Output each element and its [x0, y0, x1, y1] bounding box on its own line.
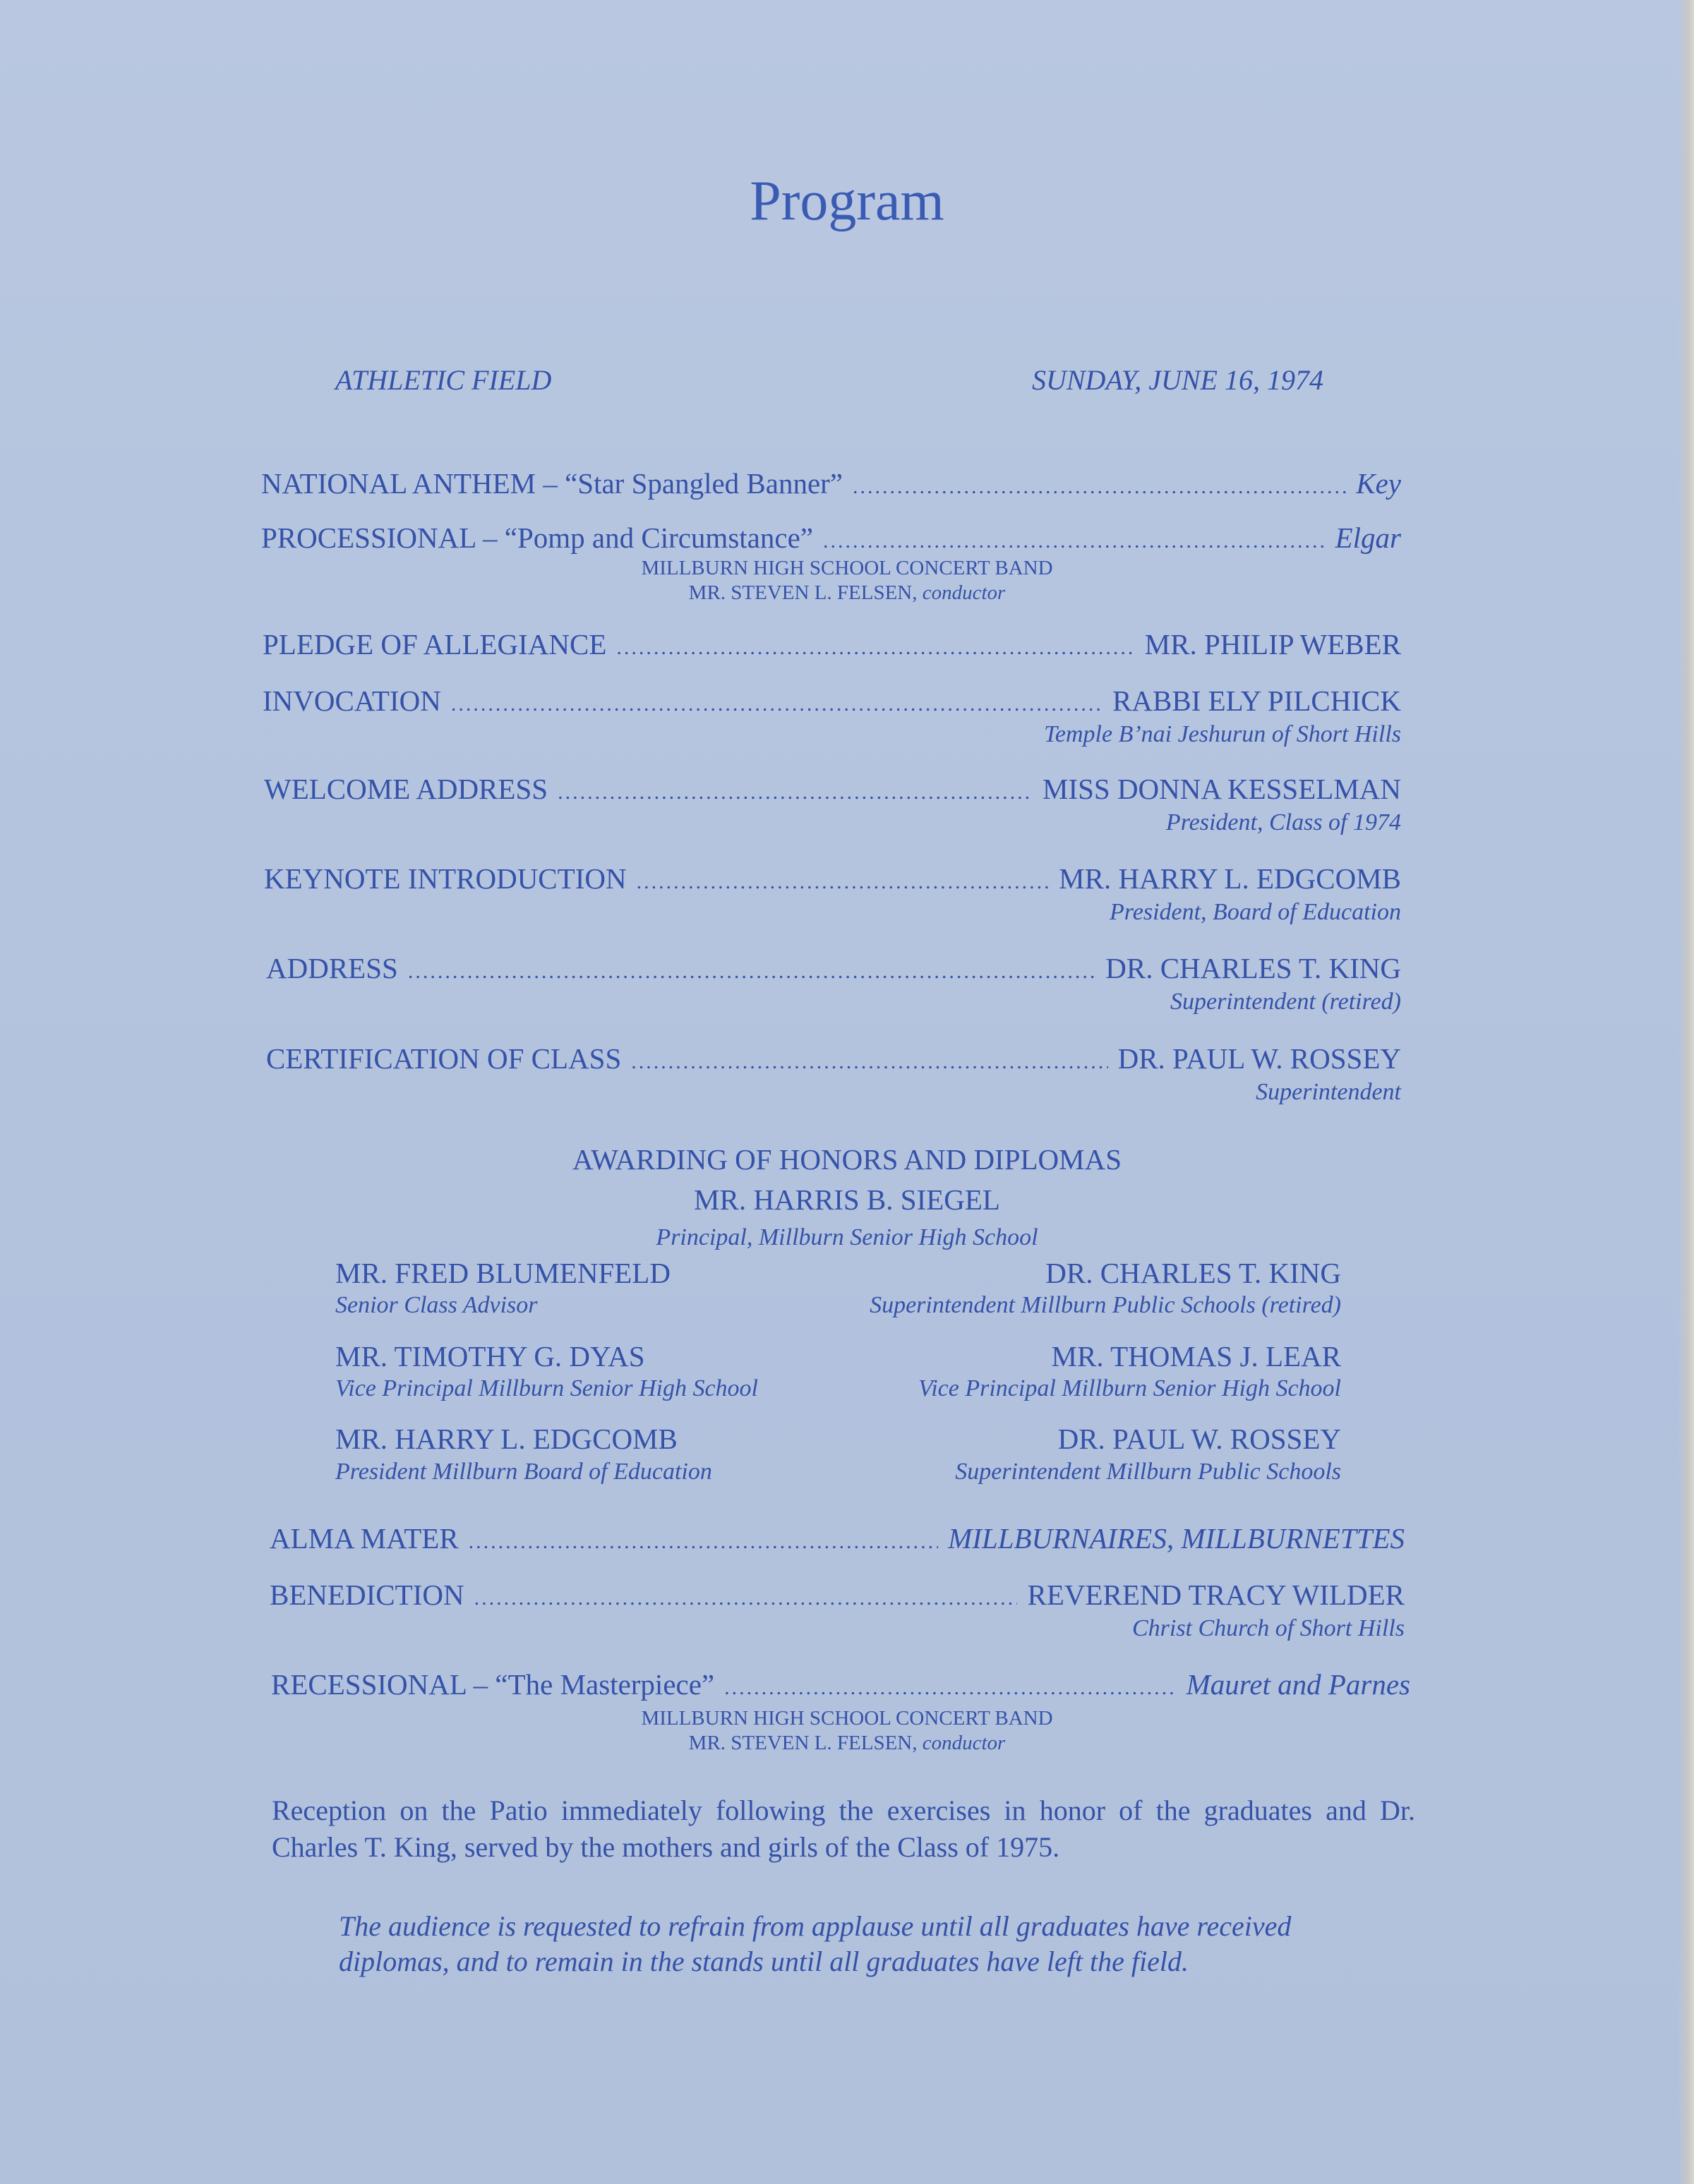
item-speaker: MR. HARRY L. EDGCOMB	[1059, 862, 1401, 895]
program-item-welcome	[264, 775, 1401, 835]
program-item-national-anthem	[261, 469, 1401, 498]
page-title: Program	[750, 170, 944, 232]
program-item-benediction	[270, 1581, 1405, 1641]
leader-dots	[724, 1677, 1177, 1699]
leader-dots	[616, 637, 1134, 658]
participant-role: Superintendent Millburn Public Schools	[955, 1458, 1341, 1485]
item-label: NATIONAL ANTHEM – “Star Spangled Banner”	[261, 467, 843, 500]
item-speaker: DR. CHARLES T. KING	[1105, 952, 1401, 984]
item-label: PLEDGE OF ALLEGIANCE	[263, 628, 607, 660]
leader-dots	[637, 871, 1050, 893]
leader-dots	[474, 1588, 1018, 1609]
program-item-processional	[261, 521, 1401, 554]
item-speaker-title: Christ Church of Short Hills	[1131, 1615, 1405, 1641]
item-label: CERTIFICATION OF CLASS	[266, 1042, 622, 1075]
participant-role: Vice Principal Millburn Senior High School	[918, 1375, 1341, 1401]
participants-row	[335, 1256, 1341, 1321]
item-speaker: MR. PHILIP WEBER	[1144, 628, 1401, 660]
leader-dots	[469, 1531, 938, 1552]
conductor-name: MR. STEVEN L. FELSEN,	[688, 1732, 918, 1755]
leader-dots	[823, 531, 1326, 552]
awards-section	[0, 1140, 1694, 1254]
participant-role: Senior Class Advisor	[335, 1292, 538, 1319]
band-name: MILLBURN HIGH SCHOOL CONCERT BAND	[641, 1707, 1053, 1730]
participant-name: DR. PAUL W. ROSSEY	[1057, 1423, 1341, 1456]
conductor-role: conductor	[922, 1732, 1006, 1755]
participant	[335, 1422, 712, 1487]
item-speaker: MISS DONNA KESSELMAN	[1042, 773, 1401, 805]
conductor-role: conductor	[922, 581, 1006, 605]
program-item-recessional	[271, 1670, 1410, 1699]
participant-role: Superintendent Millburn Public Schools (retired)	[870, 1292, 1341, 1319]
item-label: KEYNOTE INTRODUCTION	[264, 862, 627, 895]
participant	[870, 1256, 1341, 1321]
conductor-name: MR. STEVEN L. FELSEN,	[688, 581, 918, 605]
venue-date-row	[335, 363, 1323, 397]
band-name: MILLBURN HIGH SCHOOL CONCERT BAND	[641, 557, 1053, 579]
item-label: ALMA MATER	[270, 1522, 459, 1555]
paper-edge	[1678, 0, 1694, 2184]
participant	[335, 1256, 671, 1321]
date: SUNDAY, JUNE 16, 1974	[1031, 364, 1323, 396]
item-speaker-title: Superintendent	[1256, 1079, 1401, 1105]
item-composer: Elgar	[1335, 521, 1401, 554]
venue: ATHLETIC FIELD	[335, 364, 552, 396]
participant-name: MR. THOMAS J. LEAR	[1051, 1339, 1341, 1372]
program-item-address	[266, 954, 1401, 1014]
awards-heading: AWARDING OF HONORS AND DIPLOMAS	[572, 1143, 1122, 1176]
participant	[335, 1339, 758, 1404]
item-speaker: REVEREND TRACY WILDER	[1027, 1579, 1405, 1611]
program-item-invocation	[263, 684, 1401, 747]
program-item-pledge	[263, 630, 1401, 659]
program-item-certification	[266, 1044, 1401, 1104]
leader-dots	[408, 961, 1095, 982]
item-composer: Mauret and Parnes	[1186, 1668, 1410, 1701]
participants-row	[335, 1339, 1341, 1404]
participant-name: MR. TIMOTHY G. DYAS	[335, 1339, 645, 1372]
audience-note: The audience is requested to refrain from applause until all graduates have received diplomas, and to remain in the stands until all graduates have left the field.	[339, 1910, 1292, 1977]
awards-presenter-role: Principal, Millburn Senior High School	[656, 1224, 1038, 1250]
item-composer: Key	[1356, 467, 1401, 500]
participants-row	[335, 1422, 1341, 1487]
reception-paragraph: Reception on the Patio immediately following the exercises in honor of the graduates and Dr. Charles T. King, served by the mothers and girls of the Class of 1975.	[272, 1794, 1415, 1863]
participant	[918, 1339, 1341, 1404]
leader-dots	[853, 476, 1346, 497]
participant-name: MR. HARRY L. EDGCOMB	[335, 1423, 678, 1456]
processional-band-credit	[0, 556, 1694, 606]
program-item-alma-mater	[270, 1524, 1405, 1553]
item-speaker-title: President, Class of 1974	[1165, 809, 1401, 835]
item-speaker: DR. PAUL W. ROSSEY	[1117, 1042, 1401, 1075]
band-conductor	[0, 1731, 1694, 1756]
leader-dots	[451, 694, 1103, 715]
item-speaker-title: Temple B’nai Jeshurun of Short Hills	[1044, 721, 1401, 747]
item-label: PROCESSIONAL – “Pomp and Circumstance”	[261, 521, 813, 554]
program-item-keynote-introduction	[264, 864, 1401, 924]
item-performers: MILLBURNAIRES, MILLBURNETTES	[948, 1522, 1405, 1555]
item-speaker-title: President, Board of Education	[1110, 899, 1401, 925]
leader-dots	[558, 782, 1033, 803]
band-conductor	[0, 581, 1694, 605]
participant-role: Vice Principal Millburn Senior High School	[335, 1375, 759, 1401]
item-label: RECESSIONAL – “The Masterpiece”	[271, 1668, 715, 1701]
item-speaker-title: Superintendent (retired)	[1170, 989, 1401, 1015]
item-label: INVOCATION	[263, 684, 441, 717]
participant-role: President Millburn Board of Education	[335, 1458, 712, 1485]
item-speaker: RABBI ELY PILCHICK	[1112, 684, 1401, 717]
leader-dots	[631, 1051, 1107, 1073]
awards-presenter: MR. HARRIS B. SIEGEL	[694, 1183, 1000, 1217]
participant-name: DR. CHARLES T. KING	[1045, 1257, 1341, 1289]
participant	[955, 1422, 1341, 1487]
item-label: ADDRESS	[266, 952, 398, 984]
participant-name: MR. FRED BLUMENFELD	[335, 1257, 671, 1289]
recessional-band-credit	[0, 1706, 1694, 1756]
item-label: WELCOME ADDRESS	[264, 773, 548, 805]
awards-participants	[335, 1256, 1341, 1505]
item-label: BENEDICTION	[270, 1579, 464, 1611]
